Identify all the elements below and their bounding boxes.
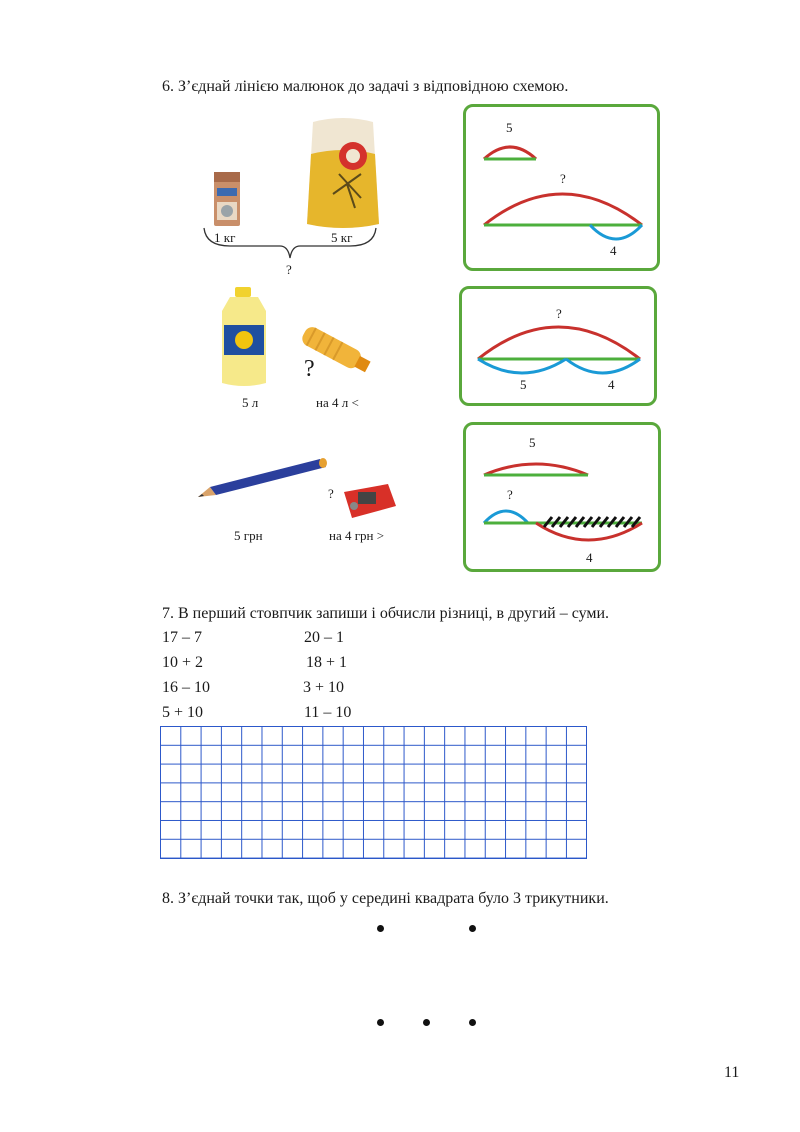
scheme2-top-label: ? [556, 306, 562, 321]
point-dot[interactable] [377, 1019, 384, 1026]
expr-col1-row2: 10 + 2 [162, 654, 204, 671]
task6-title: 6. З’єднай лінією малюнок до задачі з відповідною схемою. [162, 78, 569, 95]
small-flour-pack-image [212, 168, 242, 228]
point-dot[interactable] [469, 925, 476, 932]
expr-col2-row1: 20 – 1 [304, 629, 344, 646]
sum-brace-icon [200, 226, 380, 266]
expr-col1-row4: 5 + 10 [162, 704, 204, 721]
scheme1-bottom-label: 4 [610, 243, 617, 258]
sharpener-label: на 4 грн > [329, 528, 385, 543]
pencil-label: 5 грн [234, 528, 263, 543]
scheme1-top-label: 5 [506, 120, 513, 135]
oil-question: ? [304, 356, 315, 382]
answer-grid[interactable] [160, 726, 587, 859]
scheme-box-3[interactable] [463, 422, 661, 572]
scheme3-top-label: 5 [529, 435, 536, 450]
point-dot[interactable] [469, 1019, 476, 1026]
task8-title: 8. З’єднай точки так, щоб у середині квадрата було 3 трикутники. [162, 890, 609, 907]
sharpener-question: ? [328, 486, 334, 501]
scheme2-left-label: 5 [520, 377, 527, 392]
expr-col2-row2: 18 + 1 [306, 654, 348, 671]
task7-title: 7. В перший стовпчик запиши і обчисли різниці, в другий – суми. [162, 605, 610, 622]
scheme3-bottom-label: 4 [586, 550, 593, 565]
oil-right-label: на 4 л < [316, 395, 359, 410]
point-dot[interactable] [377, 925, 384, 932]
large-flour-bag-image [303, 114, 383, 232]
sharpener-image [340, 478, 400, 522]
point-dot[interactable] [423, 1019, 430, 1026]
scheme3-middle-label: ? [507, 487, 513, 502]
page-number: 11 [724, 1064, 740, 1081]
flour-question: ? [286, 262, 292, 277]
pencil-image [196, 455, 330, 501]
scheme2-right-label: 4 [608, 377, 615, 392]
scheme-box-2[interactable] [459, 286, 657, 406]
expr-col1-row3: 16 – 10 [162, 679, 210, 696]
big-oil-bottle-image [216, 285, 272, 390]
flour-right-label: 5 кг [331, 230, 353, 245]
oil-left-label: 5 л [242, 395, 259, 410]
expr-col2-row3: 3 + 10 [303, 679, 345, 696]
expr-col1-row1: 17 – 7 [162, 629, 202, 646]
scheme1-middle-label: ? [560, 171, 566, 186]
flour-left-label: 1 кг [214, 230, 236, 245]
scheme-box-1[interactable] [463, 104, 660, 271]
expr-col2-row4: 11 – 10 [304, 704, 352, 721]
